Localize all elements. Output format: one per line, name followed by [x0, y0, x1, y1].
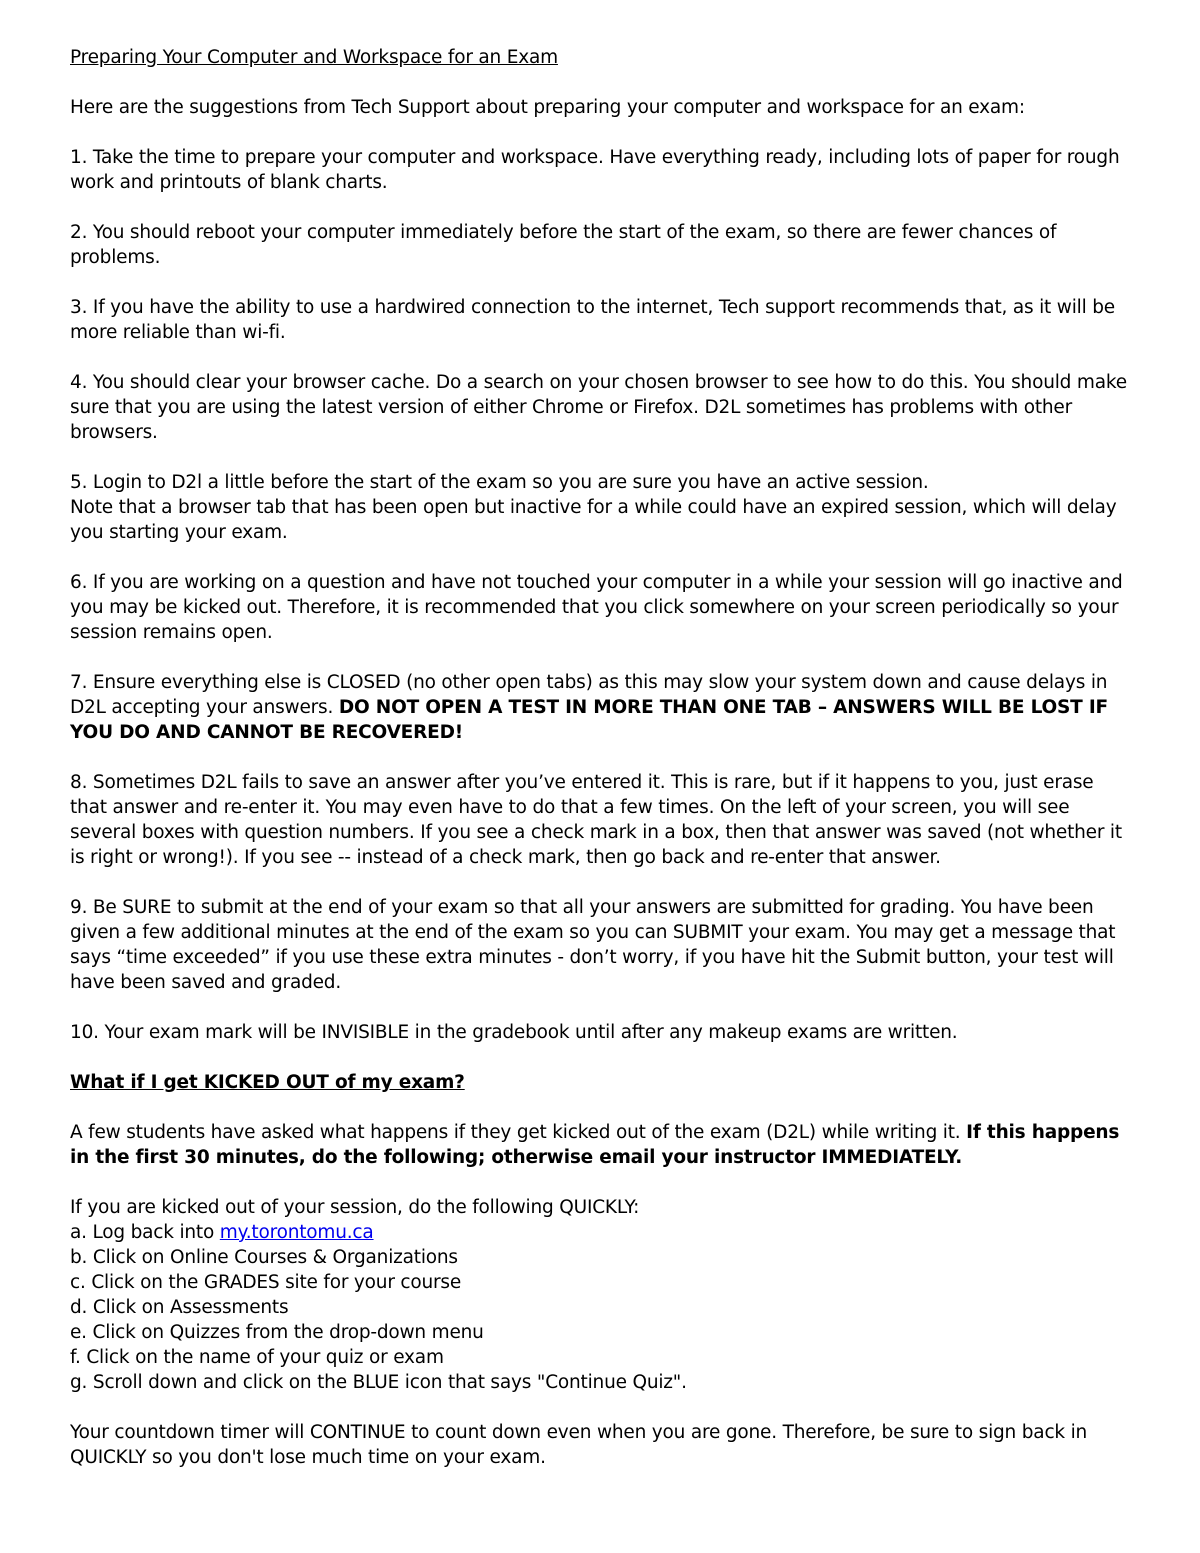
- item-2: 2. You should reboot your computer immediately before the start of the exam, so there are fewer chances of problems.: [70, 222, 1057, 268]
- item-5-note: Note that a browser tab that has been open but inactive for a while could have an expired session, which will delay you starting your exam.: [70, 497, 1117, 543]
- item-10: 10. Your exam mark will be INVISIBLE in the gradebook until after any makeup exams are written.: [70, 1022, 958, 1043]
- item-5-line-1: 5. Login to D2l a little before the start of the exam so you are sure you have an active session.: [70, 472, 929, 493]
- step-a-text: a. Log back into: [70, 1222, 220, 1243]
- item-5: [70, 470, 1130, 545]
- kicked-out-text: A few students have asked what happens if they get kicked out of the exam (D2L) while writing it.: [70, 1122, 967, 1143]
- item-9: 9. Be SURE to submit at the end of your exam so that all your answers are submitted for grading. You have been given a few additional minutes at the end of the exam so you can SUBMIT your exam. You may get a message that says “time exceeded” if you use these extra minutes - don’t worry, if you have hit the Submit button, your test will have been saved and graded.: [70, 897, 1116, 993]
- item-8: 8. Sometimes D2L fails to save an answer after you’ve entered it. This is rare, but if it happens to you, just erase that answer and re-enter it. You may even have to do that a few times. On the left of your screen, you will see several boxes with question numbers. If you see a check mark in a box, then that answer was saved (not whether it is right or wrong!). If you see -- instead of a check mark, then go back and re-enter that answer.: [70, 772, 1122, 868]
- kicked-out-paragraph: [70, 1120, 1130, 1170]
- step-f: f. Click on the name of your quiz or exam: [70, 1347, 444, 1368]
- closing-paragraph: Your countdown timer will CONTINUE to count down even when you are gone. Therefore, be sure to sign back in QUICKLY so you don't lose much time on your exam.: [70, 1422, 1088, 1468]
- item-4: 4. You should clear your browser cache. Do a search on your chosen browser to see how to do this. You should make sure that you are using the latest version of either Chrome or Firefox. D2L sometimes has problems with other browsers.: [70, 372, 1127, 443]
- step-b: b. Click on Online Courses & Organizations: [70, 1247, 458, 1268]
- steps-block: [70, 1195, 1130, 1395]
- item-7-warning: DO NOT OPEN A TEST IN MORE THAN ONE TAB – ANSWERS WILL BE LOST IF YOU DO AND CANNOT BE RECOVERED!: [70, 697, 1108, 743]
- torontomu-link[interactable]: my.torontomu.ca: [219, 1222, 374, 1243]
- intro-paragraph: Here are the suggestions from Tech Support about preparing your computer and workspace for an exam:: [70, 97, 1025, 118]
- step-g: g. Scroll down and click on the BLUE icon that says "Continue Quiz".: [70, 1372, 687, 1393]
- steps-intro: If you are kicked out of your session, do the following QUICKLY:: [70, 1197, 640, 1218]
- item-7-text: 7. Ensure everything else is CLOSED (no other open tabs) as this may slow your system down and cause delays in D2L accepting your answers.: [70, 672, 1108, 718]
- kicked-out-bold-text: If this happens in the first 30 minutes, do the following; otherwise email your instructor IMMEDIATELY.: [70, 1122, 1120, 1168]
- kicked-out-heading: What if I get KICKED OUT of my exam?: [70, 1072, 465, 1093]
- item-1: 1. Take the time to prepare your computer and workspace. Have everything ready, including lots of paper for rough work and printouts of blank charts.: [70, 147, 1120, 193]
- step-a: [70, 1220, 1130, 1245]
- step-c: c. Click on the GRADES site for your course: [70, 1272, 462, 1293]
- steps-list: [70, 1220, 1130, 1395]
- item-3: 3. If you have the ability to use a hardwired connection to the internet, Tech support recommends that, as it will be more reliable than wi-fi.: [70, 297, 1115, 343]
- page-title: Preparing Your Computer and Workspace for an Exam: [70, 47, 558, 68]
- item-7: [70, 670, 1130, 745]
- document-page: [70, 45, 1130, 1495]
- step-e: e. Click on Quizzes from the drop-down menu: [70, 1322, 484, 1343]
- step-d: d. Click on Assessments: [70, 1297, 289, 1318]
- item-6: 6. If you are working on a question and have not touched your computer in a while your session will go inactive and you may be kicked out. Therefore, it is recommended that you click somewhere on your screen periodically so your session remains open.: [70, 572, 1123, 643]
